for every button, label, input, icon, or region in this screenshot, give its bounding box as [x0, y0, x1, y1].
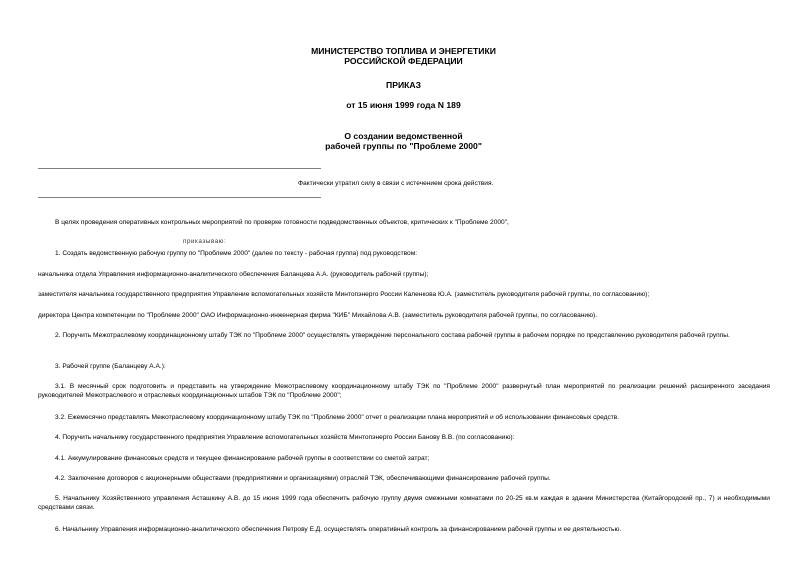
paragraph-3: 3. Рабочей группе (Баланцеву А.А.): — [55, 363, 166, 370]
paragraph-1-deputy-1: заместителя начальника государственного предприятия Управление вспомогательных хозяйств Минтопэнерго России Каленкова Ю.А. (заместитель руководителя рабочей группы, по согласованию); — [38, 291, 650, 298]
doc-type: ПРИКАЗ — [386, 80, 421, 90]
paragraph-1: 1. Создать ведомственную рабочую группу по "Проблеме 2000" (далее по тексту - рабочая группа) под руководством: — [55, 250, 418, 257]
paragraph-1-head: начальника отдела Управления информационно-аналитического обеспечения Баланцева А.А. (руководитель рабочей группы); — [38, 271, 429, 278]
doc-subject-line-2: рабочей группы по "Проблеме 2000" — [325, 141, 482, 151]
paragraph-3-1: 3.1. В месячный срок подготовить и представить на утверждение Межотраслевому координационному штабу ТЭК по "Проблеме 2000" развернутый план мероприятий по реализации решений расширенного заседания руководителей Межотраслевого и отраслевых координационных штабов ТЭК по "Проблеме 2000"; — [38, 383, 770, 399]
divider-bottom — [38, 197, 321, 198]
ministry-title-line-1: МИНИСТЕРСТВО ТОПЛИВА И ЭНЕРГЕТИКИ — [311, 46, 496, 56]
paragraph-4-2: 4.2. Заключение договоров с акционерными обществами (предприятиями и организациями) отраслей ТЭК, обеспечивающими финансирование рабочей группы. — [55, 475, 551, 482]
paragraph-3-2: 3.2. Ежемесячно представлять Межотраслевому координационному штабу ТЭК по "Проблеме 2000" отчет о реализации плана мероприятий и об использовании финансовых средств. — [55, 414, 620, 421]
ministry-title-line-2: РОССИЙСКОЙ ФЕДЕРАЦИИ — [344, 56, 463, 66]
divider-top — [38, 168, 321, 169]
paragraph-5: 5. Начальнику Хозяйственного управления Асташкину А.В. до 15 июня 1999 года обеспечить рабочую группу двумя смежными комнатами по 20-25 кв.м каждая в здании Министерства (Китайгородский пр., 7) и необходимыми средствами связи. — [38, 495, 770, 511]
paragraph-2: 2. Поручить Межотраслевому координационному штабу ТЭК по "Проблеме 2000" осуществлять утверждение персонального состава рабочей группы в рабочем порядке по представлению руководителя рабочей группы. — [55, 332, 730, 339]
paragraph-4: 4. Поручить начальнику государственного предприятия Управление вспомогательных хозяйств Минтопэнерго России Банову В.В. (по согласованию): — [55, 434, 515, 441]
doc-subject-line-1: О создании ведомственной — [344, 131, 463, 141]
doc-date-number: от 15 июня 1999 года N 189 — [346, 100, 461, 110]
paragraph-1-deputy-2: директора Центра компетенции по "Проблеме 2000" ОАО Информационно-инженерная фирма "КИБ" Михайлова А.В. (заместитель руководителя рабочей группы, по согласованию). — [38, 312, 598, 319]
status-note: Фактически утратил силу в связи с истечением срока действия. — [298, 180, 494, 187]
paragraph-4-1: 4.1. Аккумулирование финансовых средств и текущее финансирование рабочей группы в соответствии со сметой затрат; — [55, 455, 430, 462]
preamble: В целях проведения оперативных контрольных мероприятий по проверке готовности подведомственных объектов, критических к "Проблеме 2000", — [55, 219, 509, 226]
paragraph-6: 6. Начальнику Управления информационно-аналитического обеспечения Петрову Е.Д. осуществлять оперативный контроль за финансированием рабочей группы и ее деятельностью. — [55, 526, 622, 533]
order-word: приказываю: — [183, 238, 227, 245]
